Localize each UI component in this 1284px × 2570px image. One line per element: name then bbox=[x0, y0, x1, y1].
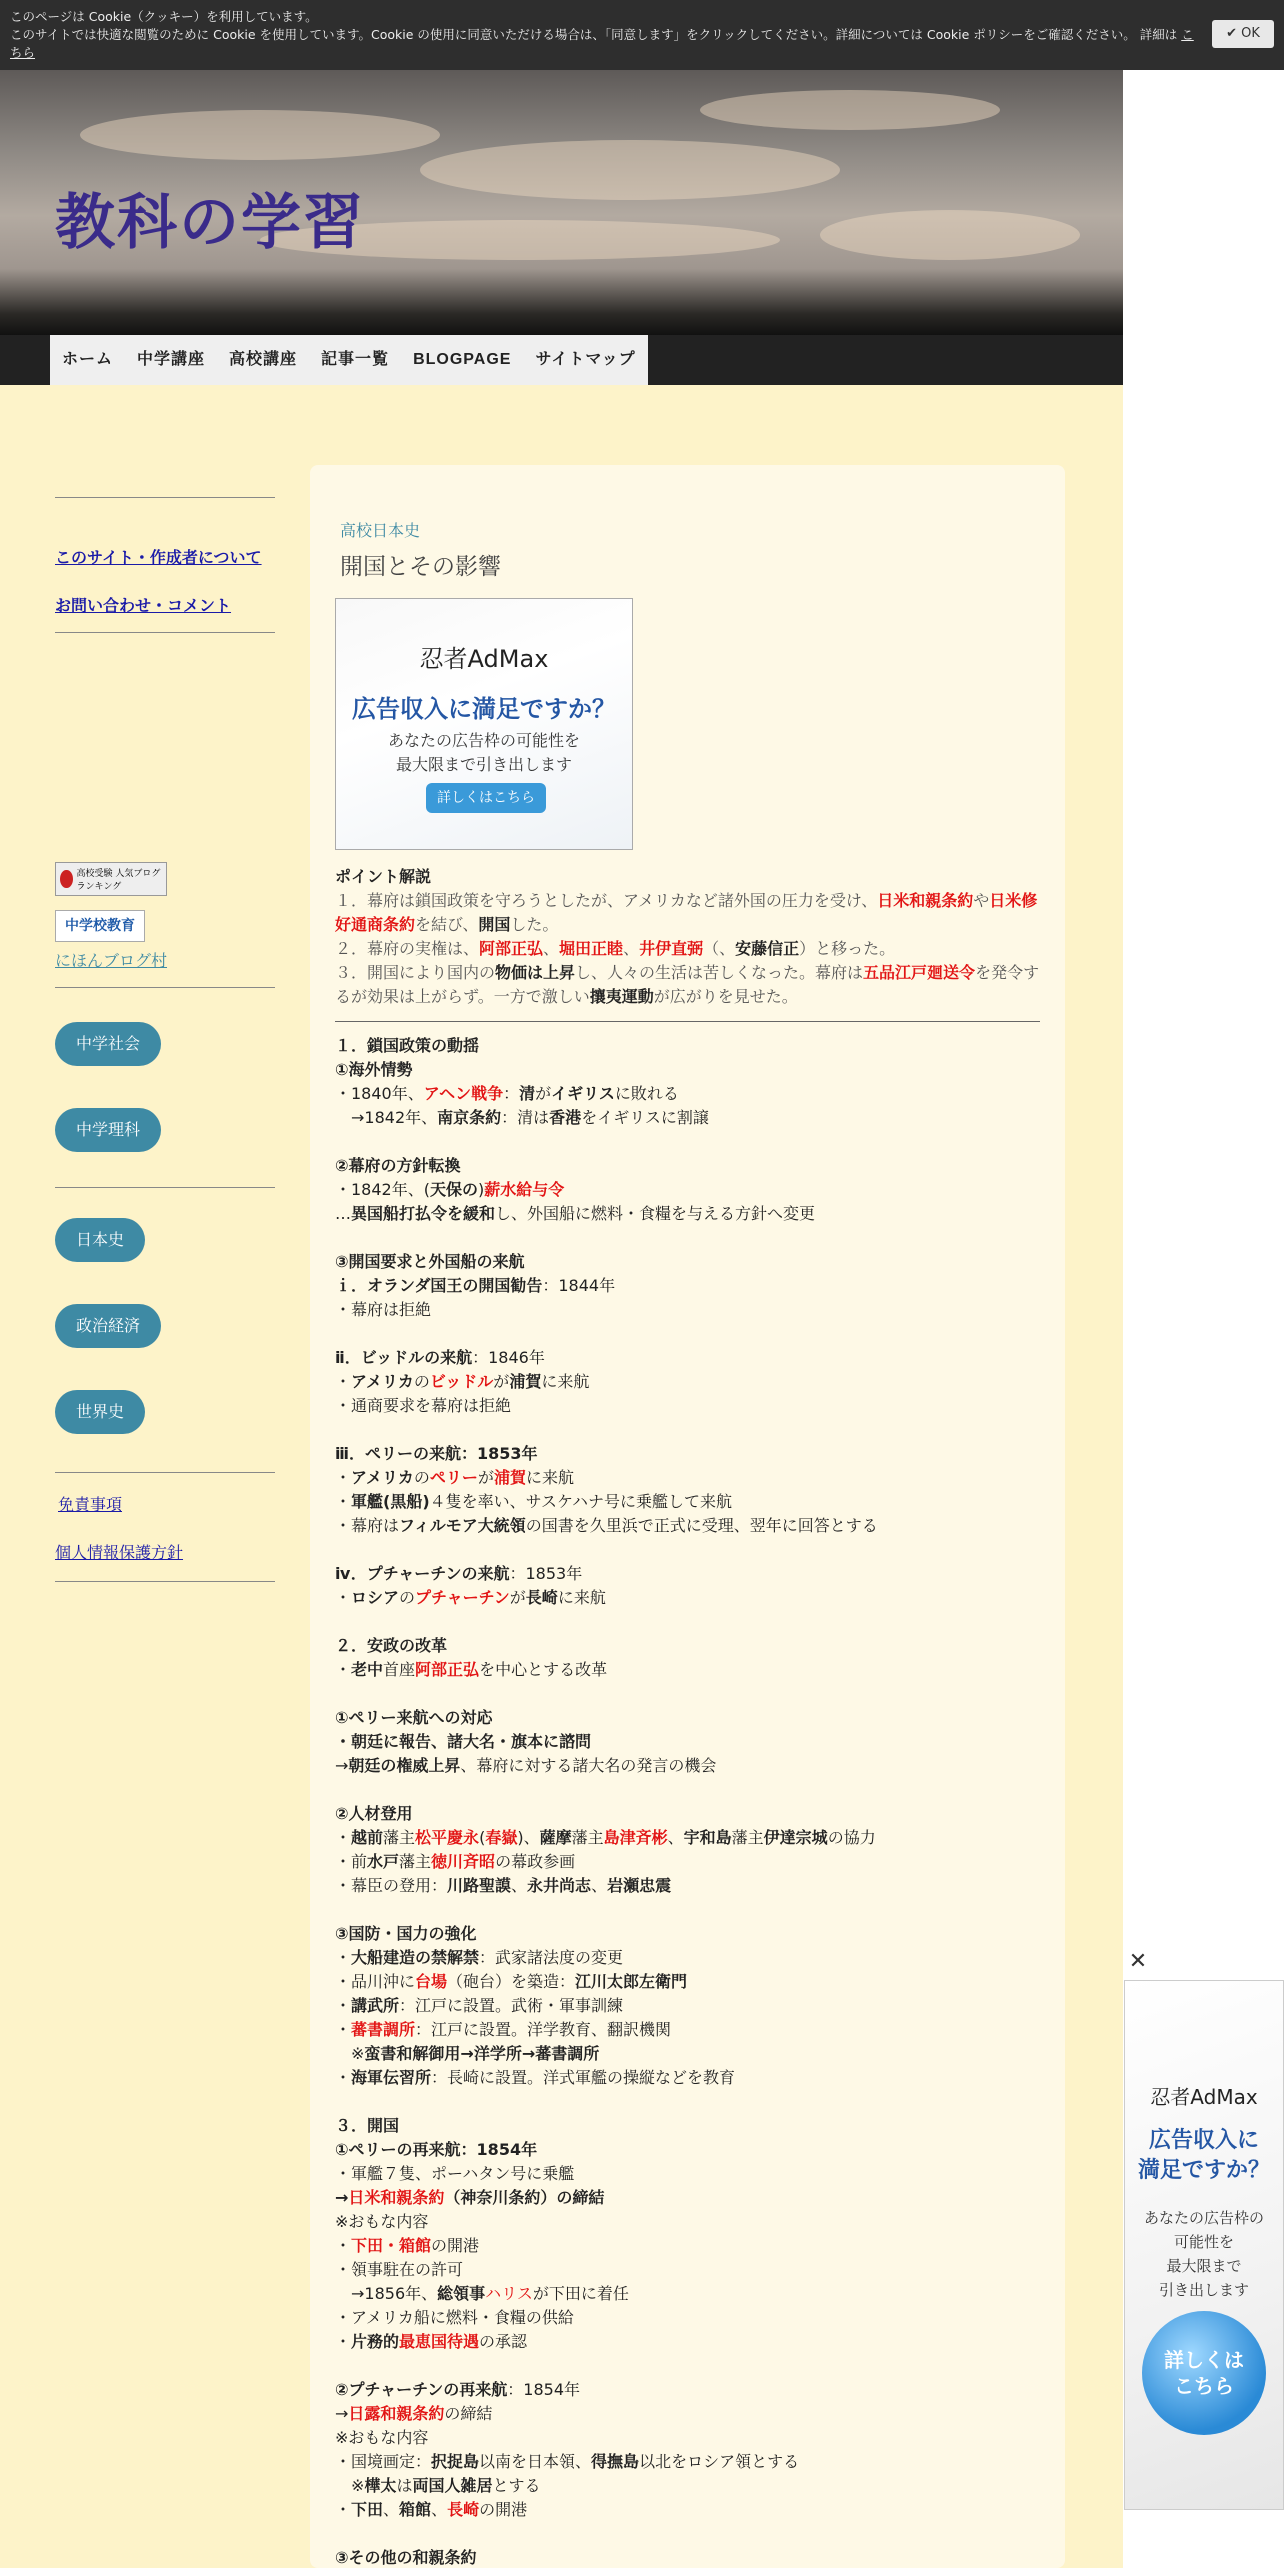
text-line: ・軍艦７隻、ポーハタン号に乗艦 bbox=[335, 2164, 575, 2183]
ranking-badge-label: 高校受験 人気ブログランキング bbox=[76, 869, 161, 892]
subsection-heading: ①ペリーの再来航：1854年 bbox=[335, 2140, 538, 2159]
nav-junior-course[interactable]: 中学講座 bbox=[137, 351, 206, 368]
sidebar-divider bbox=[55, 1472, 275, 1473]
admax-logo: 忍者AdMax bbox=[419, 645, 549, 673]
nav-home[interactable]: ホーム bbox=[62, 351, 114, 368]
text-line: ｉ．オランダ国王の開国勧告：1844年 bbox=[335, 1276, 616, 1295]
ad-close-icon[interactable]: ✕ bbox=[1128, 1949, 1148, 1974]
nav-sitemap[interactable]: サイトマップ bbox=[535, 351, 636, 368]
subsection-heading: ①ペリー来航への対応 bbox=[335, 1708, 493, 1727]
subsection-heading: ③その他の和親条約 bbox=[335, 2548, 477, 2567]
privacy-link[interactable]: 個人情報保護方針 bbox=[55, 1543, 184, 1562]
text-line: ・品川沖に台場（砲台）を築造：江川太郎左衛門 bbox=[335, 1972, 688, 1991]
subsection-heading: ③開国要求と外国船の来航 bbox=[335, 1252, 525, 1271]
junior-education-badge[interactable]: 中学校教育 bbox=[55, 910, 145, 942]
text-line: ・老中首座阿部正弘を中心とする改革 bbox=[335, 1660, 608, 1679]
text-line: ・アメリカのペリーが浦賀に来航 bbox=[335, 1468, 574, 1487]
cookie-line-1: このページは Cookie（クッキー）を利用しています。 bbox=[10, 9, 318, 24]
text-line: ・通商要求を幕府は拒絶 bbox=[335, 1396, 512, 1415]
pill-politics-economics[interactable]: 政治経済 bbox=[55, 1304, 161, 1348]
about-link[interactable]: このサイト・作成者について bbox=[55, 548, 262, 567]
text-line: ⅳ．プチャーチンの来航：1853年 bbox=[335, 1564, 583, 1583]
text-line: ・大船建造の禁解禁：武家諸法度の変更 bbox=[335, 1948, 624, 1967]
post-title: 開国とその影響 bbox=[340, 554, 501, 580]
side-ad-details-button[interactable]: 詳しくは こちら bbox=[1142, 2311, 1266, 2435]
sidebar-divider bbox=[55, 497, 275, 498]
site-title[interactable]: 教科の学習 bbox=[55, 188, 365, 258]
sidebar-divider bbox=[55, 987, 275, 988]
ad-details-button[interactable]: 詳しくはこちら bbox=[426, 783, 546, 813]
pill-junior-science[interactable]: 中学理科 bbox=[55, 1108, 161, 1152]
article-body bbox=[335, 865, 1040, 2570]
text-line: ・下田・箱館の開港 bbox=[335, 2236, 480, 2255]
section-heading: ２．安政の改革 bbox=[335, 1636, 448, 1655]
text-line: ・アメリカ船に燃料・食糧の供給 bbox=[335, 2308, 574, 2327]
text-line: ⅱ．ビッドルの来航：1846年 bbox=[335, 1348, 545, 1367]
text-line: ・講武所：江戸に設置。武術・軍事訓練 bbox=[335, 1996, 624, 2015]
text-line: ※おもな内容 bbox=[335, 2428, 429, 2447]
ranking-badge[interactable] bbox=[55, 862, 167, 896]
cookie-banner bbox=[0, 0, 1284, 70]
side-ad-logo: 忍者AdMax bbox=[1150, 2085, 1258, 2109]
nav-high-course[interactable]: 高校講座 bbox=[229, 351, 298, 368]
ad-subtext: あなたの広告枠の可能性を 最大限まで引き出します bbox=[387, 731, 580, 774]
disclaimer-link[interactable]: 免責事項 bbox=[58, 1495, 123, 1514]
sidebar-divider bbox=[55, 632, 275, 633]
ad-headline: 広告収入に満足ですか？ bbox=[352, 695, 616, 723]
text-line: ・1842年、(天保の)薪水給与令 bbox=[335, 1180, 565, 1199]
point-title: ポイント解説 bbox=[335, 867, 432, 886]
point-2: ２．幕府の実権は、阿部正弘、堀田正睦、井伊直弼（、安藤信正）と移った。 bbox=[335, 939, 896, 958]
text-line: ・ロシアのプチャーチンが長崎に来航 bbox=[335, 1588, 606, 1607]
content-divider bbox=[335, 1021, 1040, 1022]
text-line: ・1840年、アヘン戦争：清がイギリスに敗れる bbox=[335, 1084, 679, 1103]
contact-link[interactable]: お問い合わせ・コメント bbox=[55, 596, 232, 615]
nav-blogpage[interactable]: BLOGPAGE bbox=[413, 351, 512, 368]
subsection-heading: ②人材登用 bbox=[335, 1804, 413, 1823]
text-line: →朝廷の権威上昇、幕府に対する諸大名の発言の機会 bbox=[335, 1756, 717, 1775]
text-line: ・下田、箱館、長崎の開港 bbox=[335, 2500, 528, 2519]
main-nav bbox=[50, 335, 648, 385]
admax-ad[interactable] bbox=[335, 598, 633, 850]
side-ad-headline: 広告収入に 満足ですか？ bbox=[1137, 2128, 1270, 2183]
post-category[interactable]: 高校日本史 bbox=[340, 521, 421, 540]
text-line: ・蕃書調所：江戸に設置。洋学教育、翻訳機関 bbox=[335, 2020, 672, 2039]
subsection-heading: ②幕府の方針転換 bbox=[335, 1156, 461, 1175]
nav-article-list[interactable]: 記事一覧 bbox=[321, 351, 390, 368]
text-line: ・幕府は拒絶 bbox=[335, 1300, 432, 1319]
text-line: ・前水戸藩主徳川斉昭の幕政参画 bbox=[335, 1852, 576, 1871]
text-line: →1856年、総領事ハリスが下田に着任 bbox=[335, 2284, 629, 2303]
subsection-heading: ③国防・国力の強化 bbox=[335, 1924, 477, 1943]
subsection-heading: ①海外情勢 bbox=[335, 1060, 413, 1079]
text-line: →日米和親条約（神奈川条約）の締結 bbox=[335, 2188, 605, 2207]
text-line: →日露和親条約の締結 bbox=[335, 2404, 493, 2423]
text-line: ⅲ．ペリーの来航：1853年 bbox=[335, 1444, 538, 1463]
text-line: ※樺太は両国人雑居とする bbox=[335, 2476, 541, 2495]
text-line: ※おもな内容 bbox=[335, 2212, 429, 2231]
side-ad[interactable] bbox=[1124, 1980, 1284, 2510]
text-line: ・越前藩主松平慶永(春嶽)、薩摩藩主島津斉彬、宇和島藩主伊達宗城の協力 bbox=[335, 1828, 876, 1847]
site-wrapper bbox=[0, 70, 1123, 2568]
blogmura-link[interactable]: にほんブログ村 bbox=[55, 951, 168, 970]
point-1: １．幕府は鎖国政策を守ろうとしたが、アメリカなど諸外国の圧力を受け、日米和親条約や日米修好通商条約を結び、開国した。 bbox=[335, 891, 1038, 934]
pill-world-history[interactable]: 世界史 bbox=[55, 1390, 145, 1434]
text-line: ・軍艦(黒船)４隻を率い、サスケハナ号に乗艦して来航 bbox=[335, 1492, 733, 1511]
pill-japanese-history[interactable]: 日本史 bbox=[55, 1218, 145, 1262]
point-3: ３．開国により国内の物価は上昇し、人々の生活は苦しくなった。幕府は五品江戸廻送令を発令するが効果は上がらず。一方で激しい攘夷運動が広がりを見せた。 bbox=[335, 963, 1040, 1006]
article-card bbox=[310, 465, 1065, 2568]
header-banner bbox=[0, 70, 1123, 335]
text-line: ・アメリカのビッドルが浦賀に来航 bbox=[335, 1372, 590, 1391]
text-line: ・片務的最恵国待遇の承認 bbox=[335, 2332, 528, 2351]
text-line: ・幕府はフィルモア大統領の国書を久里浜で正式に受理、翌年に回答とする bbox=[335, 1516, 878, 1535]
text-line: …異国船打払令を緩和し、外国船に燃料・食糧を与える方針へ変更 bbox=[335, 1204, 816, 1223]
side-ad-subtext: あなたの広告枠の 可能性を 最大限まで 引き出します bbox=[1143, 2209, 1264, 2299]
nav-bar bbox=[0, 335, 1123, 385]
text-line: ・幕臣の登用：川路聖謨、永井尚志、岩瀬忠震 bbox=[335, 1876, 672, 1895]
ranking-icon bbox=[60, 870, 73, 888]
text-line: ・領事駐在の許可 bbox=[335, 2260, 464, 2279]
text-line: ・海軍伝習所：長崎に設置。洋式軍艦の操縦などを教育 bbox=[335, 2068, 736, 2087]
cookie-details-link[interactable]: こちら bbox=[10, 27, 1194, 60]
text-line: ・国境画定：択捉島以南を日本領、得撫島以北をロシア領とする bbox=[335, 2452, 800, 2471]
section-heading: １．鎖国政策の動揺 bbox=[335, 1036, 480, 1055]
sidebar-divider bbox=[55, 1581, 275, 1582]
text-line: →1842年、南京条約：清は香港をイギリスに割譲 bbox=[335, 1108, 709, 1127]
text-line: ※蛮書和解御用→洋学所→蕃書調所 bbox=[335, 2044, 600, 2063]
pill-junior-social[interactable]: 中学社会 bbox=[55, 1022, 161, 1066]
cookie-ok-button[interactable]: ✔ OK bbox=[1212, 20, 1274, 48]
subsection-heading: ②プチャーチンの再来航：1854年 bbox=[335, 2380, 581, 2399]
cookie-line-2: このサイトでは快適な閲覧のために Cookie を使用しています。Cookie の使用に同意いただける場合は、「同意します」をクリックしてください。詳細については Cookie ポリシーをご確認ください。 詳細は こちら bbox=[10, 27, 1194, 60]
sidebar-divider bbox=[55, 1187, 275, 1188]
text-line: ・朝廷に報告、諸大名・旗本に諮問 bbox=[335, 1732, 592, 1751]
section-heading: ３．開国 bbox=[335, 2116, 400, 2135]
